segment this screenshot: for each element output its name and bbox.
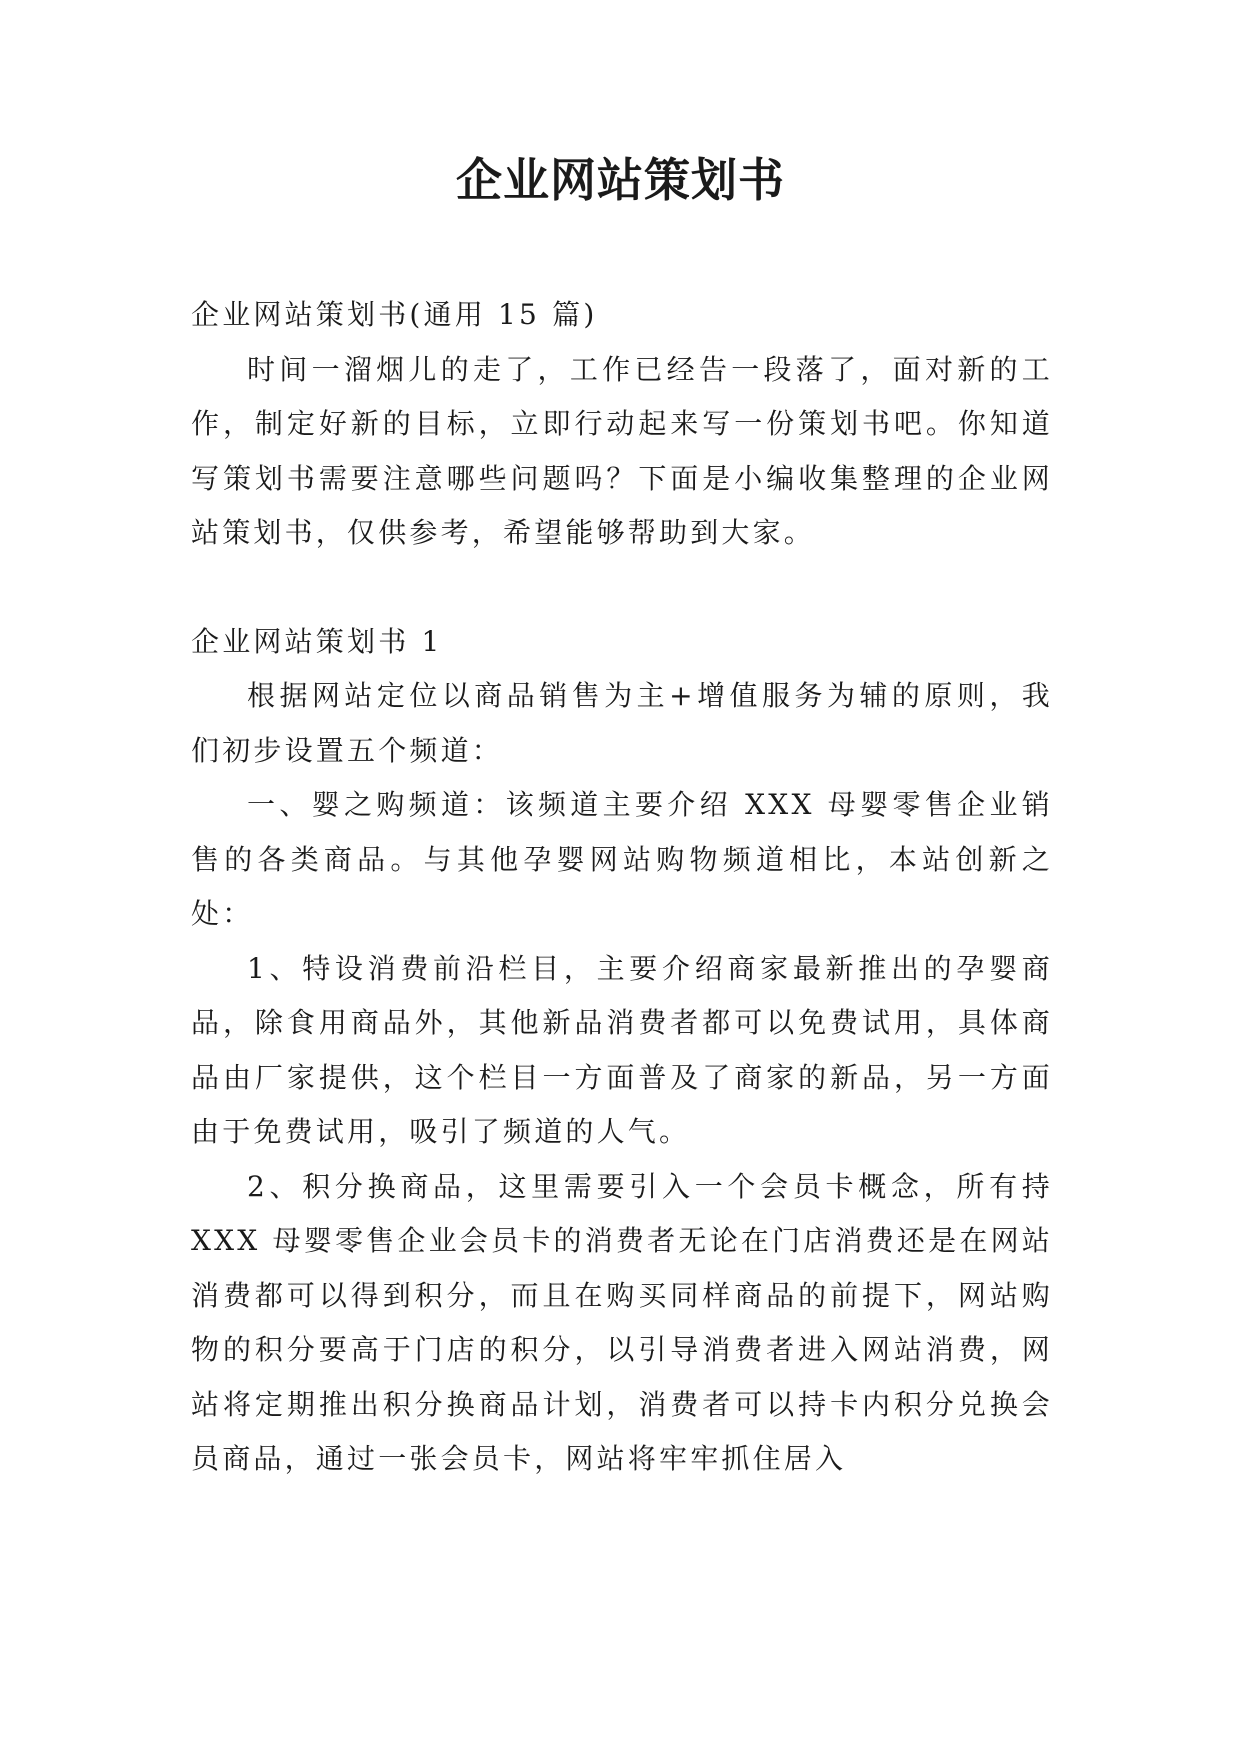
body-paragraph: 根据网站定位以商品销售为主+增值服务为辅的原则，我们初步设置五个频道：	[191, 679, 1053, 767]
section-spacer	[191, 561, 1053, 615]
body-paragraph: 1、特设消费前沿栏目，主要介绍商家最新推出的孕婴商品，除食用商品外，其他新品消费者都可以免费试用，具体商品由厂家提供，这个栏目一方面普及了商家的新品，另一方面由于免费试用，吸引了频道的人气。	[191, 951, 1053, 1148]
section-heading: 企业网站策划书 1	[191, 624, 443, 658]
body-paragraph: 2、积分换商品，这里需要引入一个会员卡概念，所有持 XXX 母婴零售企业会员卡的消费者无论在门店消费还是在网站消费都可以得到积分，而且在购买同样商品的前提下，网站购物的积分要高于门店的积分，以引导消费者进入网站消费，网站将定期推出积分换商品计划，消费者可以持卡内积分兑换会员商品，通过一张会员卡，网站将牢牢抓住居入	[191, 1169, 1053, 1475]
document-body	[191, 288, 1053, 1487]
document-subtitle: 企业网站策划书(通用 15 篇)	[191, 298, 598, 331]
document-title: 企业网站策划书	[456, 153, 785, 207]
body-paragraph: 一、婴之购频道：该频道主要介绍 XXX 母婴零售企业销售的各类商品。与其他孕婴网站购物频道相比，本站创新之处：	[191, 788, 1053, 930]
intro-paragraph: 时间一溜烟儿的走了，工作已经告一段落了，面对新的工作，制定好新的目标，立即行动起来写一份策划书吧。你知道写策划书需要注意哪些问题吗？下面是小编收集整理的企业网站策划书，仅供参考，希望能够帮助到大家。	[191, 352, 1053, 549]
